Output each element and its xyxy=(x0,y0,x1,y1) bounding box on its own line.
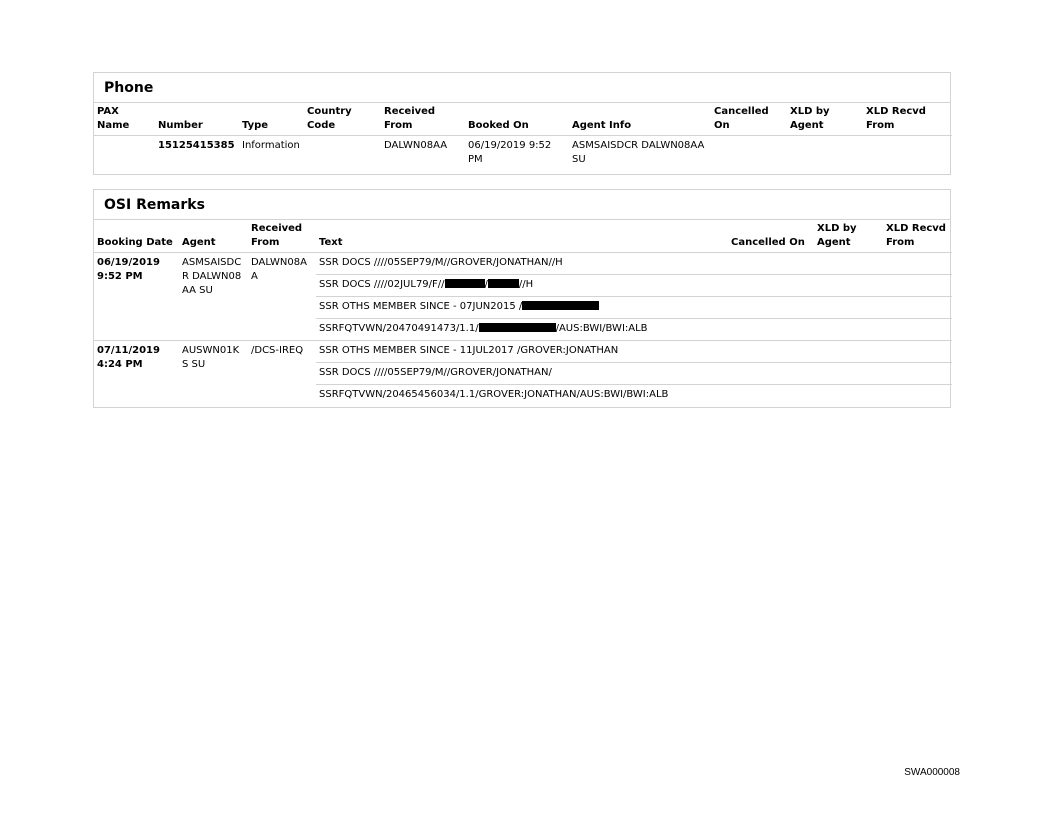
cell-text: SSR DOCS ////02JUL79/F// / //H xyxy=(316,275,728,297)
cell-xld-by-agent xyxy=(814,253,883,275)
cell-cancelled-on xyxy=(728,297,814,319)
cell-agent: ASMSAISDCR DALWN08AA SU xyxy=(179,253,248,341)
col-cancelled-on: Cancelled On xyxy=(728,220,814,253)
document-id: SWA000008 xyxy=(904,767,960,778)
cell-cancelled-on xyxy=(728,319,814,341)
col-received-from: Received From xyxy=(381,103,465,136)
col-booking-date: Booking Date xyxy=(94,220,179,253)
cell-cancelled-on xyxy=(728,385,814,407)
col-received-from: Received From xyxy=(248,220,316,253)
cell-booking-date: 07/11/2019 4:24 PM xyxy=(97,345,160,370)
cell-text: SSRFQTVWN/20465456034/1.1/GROVER:JONATHAN/AUS:BWI/BWI:ALB xyxy=(319,389,669,400)
cell-xld-by-agent xyxy=(814,319,883,341)
cell-booked-on: 06/19/2019 9:52 PM xyxy=(468,140,552,165)
table-row xyxy=(94,253,952,275)
cell-xld-recvd-from xyxy=(883,385,952,407)
cell-xld-by-agent xyxy=(787,136,863,171)
cell-xld-recvd-from xyxy=(863,136,952,171)
col-xld-by-agent: XLD by Agent xyxy=(814,220,883,253)
cell-agent-info: ASMSAISDCR DALWN08AA SU xyxy=(572,140,705,165)
cell-xld-by-agent xyxy=(814,297,883,319)
cell-text: SSR DOCS ////05SEP79/M//GROVER/JONATHAN//H xyxy=(316,253,728,275)
col-booked-on: Booked On xyxy=(465,103,569,136)
cell-type: Information xyxy=(242,140,300,151)
cell-xld-recvd-from xyxy=(883,253,952,275)
cell-xld-by-agent xyxy=(814,363,883,385)
cell-booking-date: 06/19/2019 9:52 PM xyxy=(94,253,179,341)
table-row xyxy=(94,341,952,363)
cell-cancelled-on xyxy=(728,253,814,275)
cell-country-code xyxy=(304,136,381,171)
cell-cancelled-on xyxy=(728,363,814,385)
col-xld-recvd-from: XLD Recvd From xyxy=(883,220,952,253)
redaction-block xyxy=(488,279,519,288)
cell-number: 15125415385 xyxy=(158,140,235,151)
col-cancelled-on: Cancelled On xyxy=(711,103,787,136)
col-agent: Agent xyxy=(179,220,248,253)
col-type: Type xyxy=(239,103,304,136)
cell-pax-name xyxy=(94,136,155,171)
cell-text: SSRFQTVWN/20470491473/1.1/ /AUS:BWI/BWI:ALB xyxy=(316,319,728,341)
osi-remarks-section xyxy=(93,189,951,408)
osi-remarks-title: OSI Remarks xyxy=(94,190,950,220)
cell-text: SSR OTHS MEMBER SINCE - 07JUN2015 / xyxy=(316,297,728,319)
osi-header-row xyxy=(94,220,952,253)
col-agent-info: Agent Info xyxy=(569,103,711,136)
redaction-block xyxy=(445,279,485,288)
cell-received-from: DALWN08AA xyxy=(384,140,448,151)
redaction-block xyxy=(479,323,556,332)
col-pax-name: PAX Name xyxy=(94,103,155,136)
redaction-block xyxy=(522,301,599,310)
cell-xld-recvd-from xyxy=(883,297,952,319)
col-number: Number xyxy=(155,103,239,136)
col-xld-recvd-from: XLD Recvd From xyxy=(863,103,952,136)
phone-table xyxy=(94,103,952,170)
cell-received-from: /DCS-IREQ xyxy=(251,345,304,356)
cell-xld-by-agent xyxy=(814,341,883,363)
col-text: Text xyxy=(316,220,728,253)
cell-xld-by-agent xyxy=(814,385,883,407)
phone-header-row xyxy=(94,103,952,136)
cell-xld-recvd-from xyxy=(883,363,952,385)
cell-xld-recvd-from xyxy=(883,341,952,363)
cell-received-from: DALWN08AA xyxy=(248,253,316,341)
cell-cancelled-on xyxy=(711,136,787,171)
cell-agent: AUSWN01KS SU xyxy=(182,345,240,370)
cell-cancelled-on xyxy=(728,275,814,297)
osi-remarks-table xyxy=(94,220,952,406)
col-xld-by-agent: XLD by Agent xyxy=(787,103,863,136)
phone-title: Phone xyxy=(94,73,950,103)
col-country-code: Country Code xyxy=(304,103,381,136)
cell-text: SSR OTHS MEMBER SINCE - 11JUL2017 /GROVER:JONATHAN xyxy=(316,341,728,363)
table-row xyxy=(94,136,952,171)
cell-xld-recvd-from xyxy=(883,319,952,341)
cell-text: SSR DOCS ////05SEP79/M//GROVER/JONATHAN/ xyxy=(316,363,728,385)
cell-xld-recvd-from xyxy=(883,275,952,297)
cell-cancelled-on xyxy=(728,341,814,363)
cell-xld-by-agent xyxy=(814,275,883,297)
phone-section xyxy=(93,72,951,175)
